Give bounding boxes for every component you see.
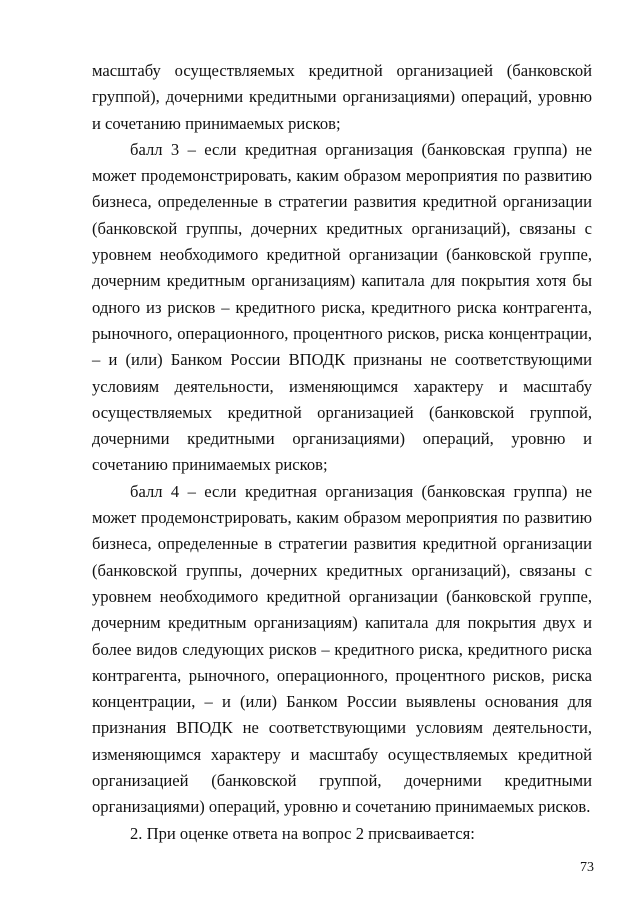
paragraph-score-3: балл 3 – если кредитная организация (банковская группа) не может продемонстрировать, каким образом мероприятия по развитию бизнеса, определенные в стратегии развития кредитной организации (банковской группы, дочерних кредитных организаций), связаны с уровнем необходимого кредитной организации (банковской группе, дочерним кредитным организациям) капитала для покрытия хотя бы одного из рисков – кредитного риска, кредитного риска контрагента, рыночного, операционного, процентного рисков, риска концентрации, – и (или) Банком России ВПОДК признаны не соответствующими условиям деятельности, изменяющимся характеру и масштабу осуществляемых кредитной организацией (банковской группой, дочерними кредитными организациями) операций, уровню и сочетанию принимаемых рисков; — [92, 139, 592, 475]
paragraph-continuation: масштабу осуществляемых кредитной организацией (банковской группой), дочерними кредитными организациями) операций, уровню и сочетанию принимаемых рисков; — [92, 61, 592, 133]
paragraph-question-2: 2. При оценке ответа на вопрос 2 присваивается: — [130, 823, 475, 843]
paragraph-score-4: балл 4 – если кредитная организация (банковская группа) не может продемонстрировать, каким образом мероприятия по развитию бизнеса, определенные в стратегии развития кредитной организации (банковской группы, дочерних кредитных организаций), связаны с уровнем необходимого кредитной организации (банковской группе, дочерним кредитным организациям) капитала для покрытия двух и более видов следующих рисков – кредитного риска, кредитного риска контрагента, рыночного, операционного, процентного рисков, риска концентрации, – и (или) Банком России выявлены основания для признания ВПОДК не соответствующими условиям деятельности, изменяющимся характеру и масштабу осуществляемых кредитной организацией (банковской группой, дочерними кредитными организациями) операций, уровню и сочетанию принимаемых рисков. — [92, 481, 592, 817]
body-text — [92, 58, 592, 847]
page-number: 73 — [580, 860, 594, 875]
